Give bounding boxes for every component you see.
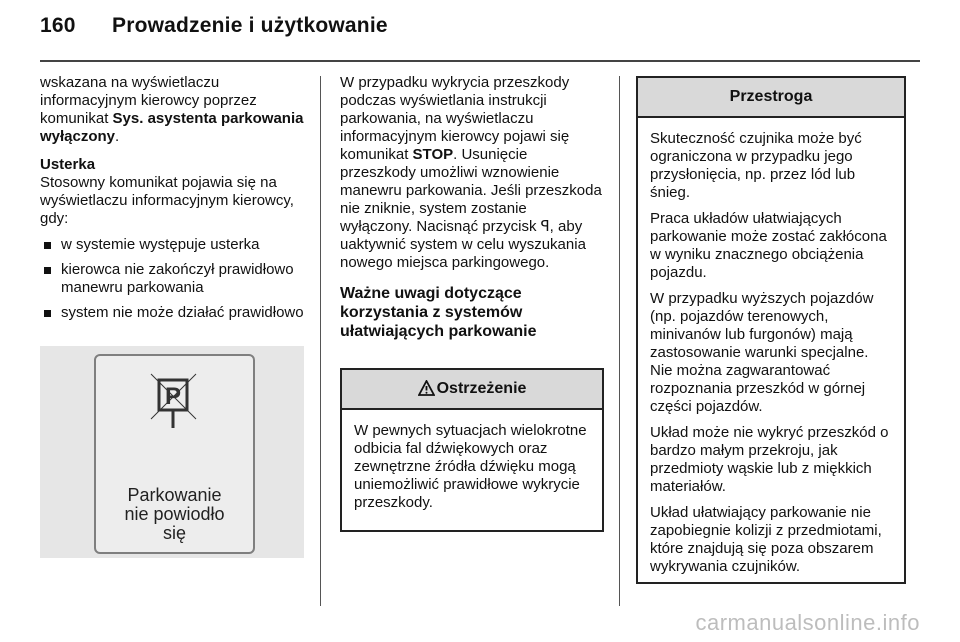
caution-paragraph: Układ może nie wykryć przeszkód o bardzo małym przekroju, jak przedmioty wąskie lub z miękkich materiałów. bbox=[650, 424, 889, 495]
parking-sign-icon bbox=[96, 356, 253, 466]
intro-end: . bbox=[115, 128, 120, 145]
watermark: carmanualsonline.info bbox=[695, 610, 920, 635]
header-rule bbox=[40, 60, 920, 62]
warning-header bbox=[342, 370, 602, 410]
caution-box bbox=[636, 76, 906, 584]
intro-message: Sys. asystenta parkowania wyłączony bbox=[40, 110, 304, 145]
warning-body: W pewnych sytuacjach wielokrotne odbicia fal dźwiękowych oraz zewnętrzne źródła dźwięku mogą uniemożliwić prawidłowe wykrycie przeszkody. bbox=[354, 422, 587, 511]
page-title: Prowadzenie i użytkowanie bbox=[112, 14, 388, 37]
warning-triangle-icon bbox=[418, 380, 435, 396]
warning-title: Ostrzeżenie bbox=[436, 380, 527, 397]
list-item: system nie może działać prawidłowo bbox=[40, 304, 306, 322]
fault-text: Stosowny komunikat pojawia się na wyświetlaczu informacyjnym kierowcy, gdy: bbox=[40, 174, 294, 227]
page-number: 160 bbox=[40, 14, 76, 37]
display-line: się bbox=[162, 523, 186, 543]
stop-message: STOP bbox=[412, 146, 454, 163]
page-header bbox=[40, 14, 388, 38]
caution-body bbox=[638, 118, 904, 594]
intro-paragraph bbox=[40, 74, 306, 146]
list-item: kierowca nie zakończył prawidłowo manewru parkowania bbox=[40, 261, 306, 297]
fault-list bbox=[40, 236, 306, 322]
park-assist-button-icon: ꟼ bbox=[540, 218, 550, 235]
column-1 bbox=[40, 74, 306, 329]
display-line: Parkowanie bbox=[127, 485, 222, 505]
parking-sign-letter: P bbox=[164, 383, 182, 410]
stop-text-cont: . Usunięcie przeszkody umożliwi wznowienie manewru parkowania. Jeśli przeszkoda nie zniknie, system zostanie wyłączony. Nacisnąć przycisk bbox=[340, 146, 602, 235]
section-heading: Ważne uwagi dotyczące korzystania z systemów ułatwiających parkowanie bbox=[340, 285, 537, 340]
info-display-screen bbox=[94, 354, 255, 554]
caution-paragraph: Skuteczność czujnika może być ograniczona w przypadku jego przysłonięcia, np. przez lód lub śnieg. bbox=[650, 130, 862, 201]
intro-text: wskazana na wyświetlaczu informacyjnym kierowcy poprzez komunikat bbox=[40, 74, 257, 127]
stop-text: W przypadku wykrycia przeszkody podczas wyświetlania instrukcji parkowania, na wyświetlaczu informacyjnym kierowcy pojawi się komunikat bbox=[340, 74, 570, 163]
fault-heading: Usterka bbox=[40, 156, 96, 173]
stop-text-end: , aby uaktywnić system w celu wyszukania nowego miejsca parkingowego. bbox=[340, 218, 586, 271]
column-2 bbox=[340, 74, 602, 353]
stop-paragraph bbox=[340, 74, 602, 272]
warning-box bbox=[340, 368, 604, 532]
display-figure bbox=[40, 346, 304, 558]
list-item: w systemie występuje usterka bbox=[40, 236, 306, 254]
caution-paragraph: Praca układów ułatwiających parkowanie może zostać zakłócona w wyniku znacznego obciążenia pojazdu. bbox=[650, 210, 887, 281]
caution-paragraph: Układ ułatwiający parkowanie nie zapobiegnie kolizji z przedmiotami, które znajdują się poza obszarem wykrywania czujników. bbox=[650, 504, 882, 575]
display-line: nie powiodło bbox=[124, 504, 225, 524]
column-divider-1 bbox=[320, 76, 321, 606]
caution-paragraph: W przypadku wyższych pojazdów (np. pojazdów terenowych, minivanów lub furgonów) mają zastosowanie warunki specjalne. Nie można zagwarantować rozpoznania przeszkód w górnej części pojazdów. bbox=[650, 290, 874, 415]
caution-header: Przestroga bbox=[638, 78, 904, 118]
column-divider-2 bbox=[619, 76, 620, 606]
display-message bbox=[96, 486, 253, 543]
